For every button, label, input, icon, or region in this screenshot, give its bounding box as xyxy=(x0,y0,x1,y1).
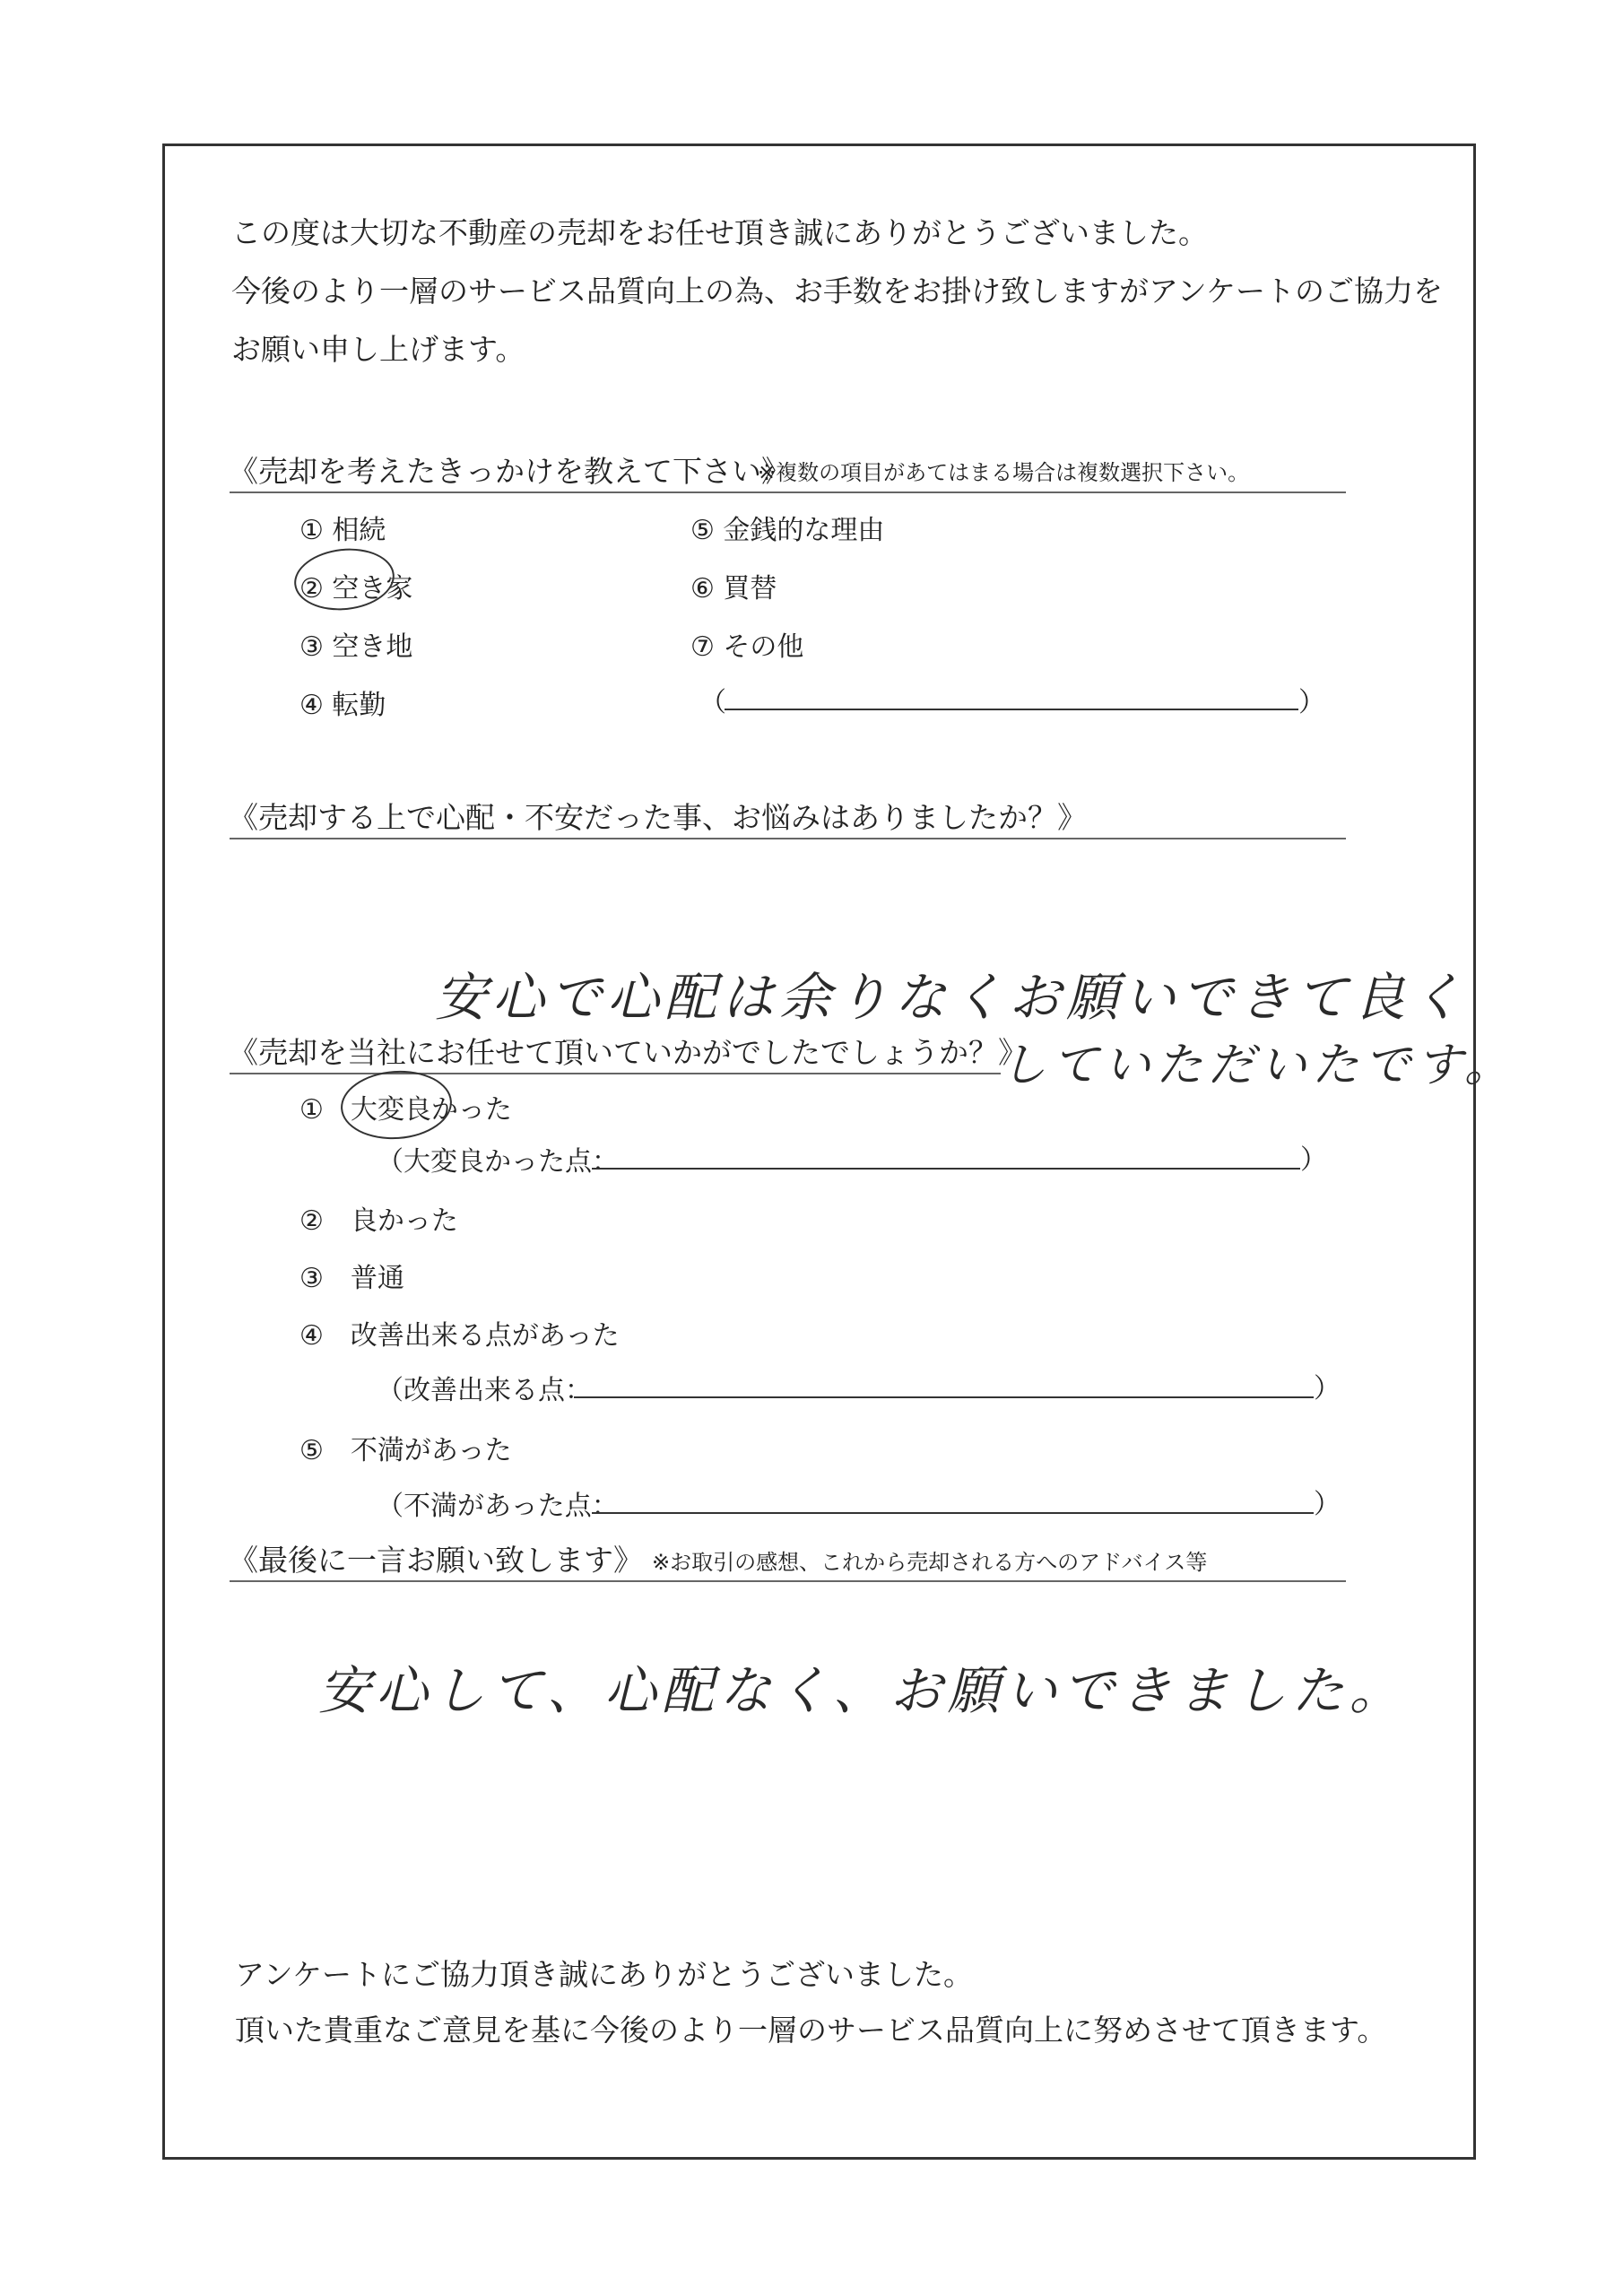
q3-sub1-close: ） xyxy=(1300,1144,1327,1176)
q1-other-close-paren: ） xyxy=(1298,687,1325,718)
q1-option-2[interactable]: ② 空き家 xyxy=(299,573,413,604)
q3-complaint-points-line[interactable] xyxy=(592,1512,1314,1514)
q3-sub-complaint-points: （不満があった点： xyxy=(377,1491,619,1522)
q3-sub-improve-points: （改善出来る点： xyxy=(377,1375,592,1406)
q3-improve-points-line[interactable] xyxy=(574,1396,1314,1398)
q1-title: 《売却を考えたきっかけを教えて下さい》 xyxy=(229,454,791,489)
q3-sub-good-points: （大変良かった点： xyxy=(377,1146,619,1178)
q2-divider xyxy=(230,838,1346,839)
q4-note: ※お取引の感想、これから売却される方へのアドバイス等 xyxy=(652,1550,1208,1575)
q1-other-input-line[interactable] xyxy=(725,709,1298,710)
q3-sub2-close: ） xyxy=(1314,1373,1341,1405)
q3-sub3-close: ） xyxy=(1314,1489,1341,1520)
q1-divider xyxy=(230,491,1346,493)
q1-option-7[interactable]: ⑦ その他 xyxy=(690,631,804,663)
footer-line-1: アンケートにご協力頂き誠にありがとうございました。 xyxy=(235,1957,974,1992)
q3-option-4[interactable]: ④ 改善出来る点があった xyxy=(299,1320,620,1352)
footer-line-2: 頂いた貴重なご意見を基に今後のより一層のサービス品質向上に努めさせて頂きます。 xyxy=(235,2013,1387,2048)
q1-option-1[interactable]: ① 相続 xyxy=(299,515,386,546)
q4-divider xyxy=(230,1580,1346,1582)
survey-frame xyxy=(162,144,1476,2160)
q3-option-1[interactable]: ① 大変良かった xyxy=(299,1094,512,1126)
q1-option-5[interactable]: ⑤ 金銭的な理由 xyxy=(690,515,885,546)
intro-line-3: お願い申し上げます。 xyxy=(231,332,525,367)
q1-option-6[interactable]: ⑥ 買替 xyxy=(690,573,777,604)
q4-handwritten-answer: 安心して、心配なく、お願いできました。 xyxy=(318,1660,1407,1721)
q3-divider xyxy=(230,1073,1001,1074)
q3-option-5[interactable]: ⑤ 不満があった xyxy=(299,1435,512,1466)
q2-title: 《売却する上で心配・不安だった事、お悩みはありましたか？》 xyxy=(229,800,1087,835)
intro-line-1: この度は大切な不動産の売却をお任せ頂き誠にありがとうございました。 xyxy=(231,215,1208,250)
q1-option-4[interactable]: ④ 転勤 xyxy=(299,690,386,721)
q3-option-2[interactable]: ② 良かった xyxy=(299,1205,458,1237)
q1-note: ※複数の項目があてはまる場合は複数選択下さい。 xyxy=(758,460,1250,485)
intro-line-2: 今後のより一層のサービス品質向上の為、お手数をお掛け致しますがアンケートのご協力を xyxy=(231,274,1444,309)
q2-handwritten-answer-line-2: していただいたです。 xyxy=(1000,1039,1516,1092)
q3-option-3[interactable]: ③ 普通 xyxy=(299,1263,404,1294)
q2-handwritten-answer-line-1: 安心で心配は余りなくお願いできて良く xyxy=(435,967,1469,1028)
q3-title: 《売却を当社にお任せて頂いていかがでしたでしょうか？》 xyxy=(229,1035,1028,1070)
q1-option-3[interactable]: ③ 空き地 xyxy=(299,631,413,663)
q3-good-points-line[interactable] xyxy=(592,1168,1300,1170)
q1-other-open-paren: （ xyxy=(699,687,726,718)
q4-title: 《最後に一言お願い致します》 xyxy=(229,1543,643,1578)
